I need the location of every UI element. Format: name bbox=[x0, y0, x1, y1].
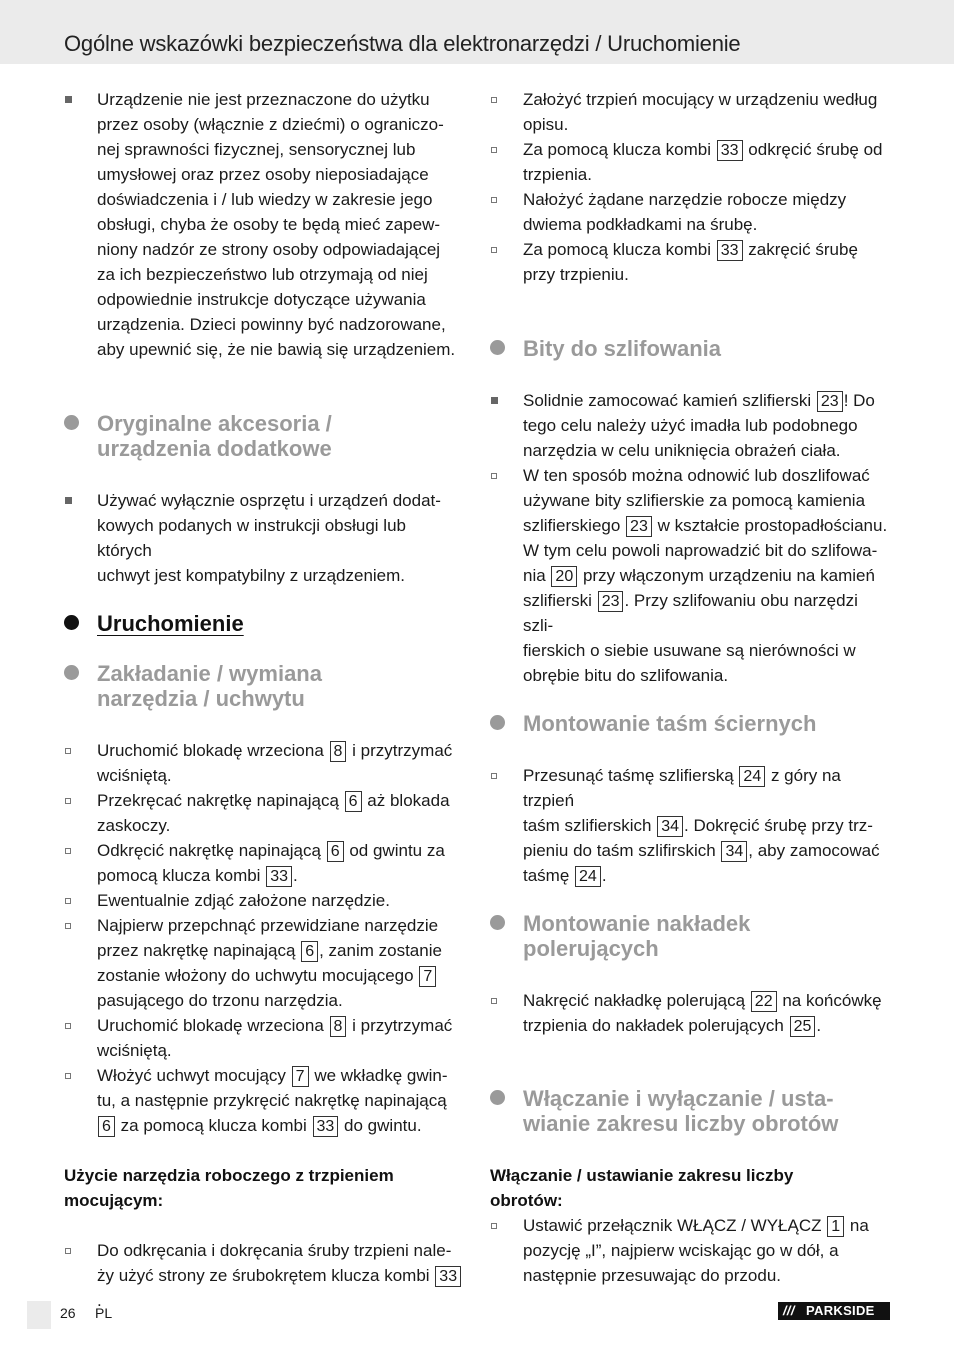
text-line: Używać wyłącznie osprzętu i urządzeń dodat- bbox=[97, 491, 441, 510]
text-line: Do odkręcania i dokręcania śruby trzpieni nale- bbox=[97, 1241, 452, 1260]
language-code: PL bbox=[95, 1305, 113, 1321]
text-line: W ten sposób można odnowić lub doszlifować bbox=[523, 466, 870, 485]
text-span: taśm szlifierskich bbox=[523, 816, 652, 835]
subheading-line: obrotów: bbox=[490, 1191, 563, 1210]
text-line: wciśniętą. bbox=[97, 1041, 172, 1060]
text-span: nia bbox=[523, 566, 546, 585]
text-span: ży użyć strony ze śrubokrętem klucza kombi bbox=[97, 1266, 430, 1285]
heading-line: Oryginalne akcesoria / bbox=[97, 411, 332, 436]
hollow-square-bullet-icon bbox=[64, 1063, 74, 1088]
part-number-box: 33 bbox=[435, 1266, 461, 1287]
part-number-box: 8 bbox=[330, 741, 347, 762]
text-span: ! Do bbox=[843, 391, 875, 410]
text-line: wciśniętą. bbox=[97, 766, 172, 785]
part-number-box: 1 bbox=[827, 1216, 844, 1237]
text-span: szlifierski bbox=[523, 591, 592, 610]
heading-line: Montowanie nakładek bbox=[523, 911, 751, 936]
text-span: na bbox=[849, 1216, 869, 1235]
heading-line: Montowanie taśm ściernych bbox=[523, 711, 817, 736]
text-span: i przytrzymać bbox=[352, 1016, 453, 1035]
text-span: , aby zamocować bbox=[748, 841, 880, 860]
hollow-square-bullet-icon bbox=[64, 1238, 74, 1263]
part-number-box: 6 bbox=[98, 1116, 115, 1137]
hollow-square-bullet-icon bbox=[490, 988, 500, 1013]
text-span: od gwintu za bbox=[349, 841, 445, 860]
text-span: przy włączonym urządzeniu na kamień bbox=[582, 566, 875, 585]
text-line: niony nadzór ze strony osoby odpowiadającej bbox=[97, 240, 441, 259]
hollow-square-bullet-icon bbox=[490, 87, 500, 112]
text-line: dwiema podkładkami na śrubę. bbox=[523, 215, 758, 234]
text-span: szlifierskiego bbox=[523, 516, 621, 535]
heading-line: wianie zakresu liczby obrotów bbox=[523, 1111, 839, 1136]
square-bullet-icon bbox=[64, 488, 74, 513]
bullet-dot-icon bbox=[490, 915, 505, 930]
text-span: Uruchomić blokadę wrzeciona bbox=[97, 1016, 324, 1035]
text-span: do gwintu. bbox=[344, 1116, 422, 1135]
text-span: Za pomocą klucza kombi bbox=[523, 240, 712, 259]
text-line: odpowiednie instrukcje dotyczące używania bbox=[97, 290, 426, 309]
text-span: i przytrzymać bbox=[352, 741, 453, 760]
part-number-box: 24 bbox=[575, 866, 601, 887]
text-span: . Dokręcić śrubę przy trz- bbox=[684, 816, 873, 835]
bullet-dot-icon bbox=[490, 715, 505, 730]
text-span: trzpienia do nakładek polerujących bbox=[523, 1016, 784, 1035]
part-number-box: 7 bbox=[419, 966, 436, 987]
hollow-square-bullet-icon bbox=[64, 738, 74, 763]
text-span: odkręcić śrubę od bbox=[748, 140, 883, 159]
subheading-line: Włączanie / ustawianie zakresu liczby bbox=[490, 1166, 794, 1185]
text-span: , zanim zostanie bbox=[319, 941, 442, 960]
text-span: Za pomocą klucza kombi bbox=[523, 140, 712, 159]
part-number-box: 34 bbox=[721, 841, 747, 862]
heading-line: urządzenia dodatkowe bbox=[97, 436, 332, 461]
part-number-box: 33 bbox=[717, 240, 743, 261]
text-line: za ich bezpieczeństwo lub otrzymają od niej bbox=[97, 265, 428, 284]
text-span: Nakręcić nakładkę polerującą bbox=[523, 991, 746, 1010]
text-span: . bbox=[816, 1016, 822, 1035]
text-line: trzpienia. bbox=[523, 165, 592, 184]
text-line: fierskich o siebie usuwane są nierówności w bbox=[523, 641, 856, 660]
part-number-box: 7 bbox=[292, 1066, 309, 1087]
part-number-box: 6 bbox=[301, 941, 318, 962]
subheading bbox=[490, 1163, 900, 1213]
hollow-square-bullet-icon bbox=[64, 788, 74, 813]
part-number-box: 33 bbox=[266, 866, 292, 887]
part-number-box: 34 bbox=[657, 816, 683, 837]
heading-line: Bity do szlifowania bbox=[523, 336, 722, 361]
text-span: pomocą klucza kombi bbox=[97, 866, 261, 885]
heading-line: polerujących bbox=[523, 936, 659, 961]
text-line: Nałożyć żądane narzędzie robocze między bbox=[523, 190, 847, 209]
page-title: Ogólne wskazówki bezpieczeństwa dla elektronarzędzi / Uruchomienie bbox=[64, 31, 741, 56]
text-span: przez nakrętkę napinającą bbox=[97, 941, 296, 960]
heading-line: narzędzia / uchwytu bbox=[97, 686, 305, 711]
text-span: w kształcie prostopadłościanu. bbox=[657, 516, 888, 535]
bullet-dot-icon bbox=[64, 665, 79, 680]
text-span: Uruchomić blokadę wrzeciona bbox=[97, 741, 324, 760]
hollow-square-bullet-icon bbox=[64, 1013, 74, 1038]
footer-marker bbox=[27, 1301, 51, 1329]
subheading-line: mocującym: bbox=[64, 1191, 164, 1210]
text-span: . Przy szlifowaniu obu narzędzi szli- bbox=[523, 591, 858, 635]
text-line: narzędzia w celu uniknięcia obrażeń ciała. bbox=[523, 441, 841, 460]
hollow-square-bullet-icon bbox=[490, 463, 500, 488]
subheading-line: Użycie narzędzia roboczego z trzpieniem bbox=[64, 1166, 394, 1185]
part-number-box: 23 bbox=[817, 391, 843, 412]
text-line: zaskoczy. bbox=[97, 816, 171, 835]
square-bullet-icon bbox=[64, 87, 74, 112]
text-line: W tym celu powoli naprowadzić bit do szlifowa- bbox=[523, 541, 878, 560]
bullet-dot-icon bbox=[490, 1090, 505, 1105]
text-span: zakręcić śrubę bbox=[748, 240, 858, 259]
part-number-box: 20 bbox=[551, 566, 577, 587]
text-line: aby upewnić się, że nie bawią się urządzeniem. bbox=[97, 340, 456, 359]
text-line: kowych podanych w instrukcji obsługi lub których bbox=[97, 516, 406, 560]
text-line: przy trzpieniu. bbox=[523, 265, 629, 284]
part-number-box: 23 bbox=[598, 591, 624, 612]
part-number-box: 24 bbox=[739, 766, 765, 787]
page-header bbox=[0, 0, 954, 64]
text-span: . bbox=[601, 866, 607, 885]
part-number-box: 33 bbox=[717, 140, 743, 161]
text-line: pozycję „I”, najpierw wciskając go w dół, a bbox=[523, 1241, 839, 1260]
hollow-square-bullet-icon bbox=[64, 913, 74, 938]
text-line: doświadczenia i / lub wiedzy w zakresie jego bbox=[97, 190, 433, 209]
part-number-box: 25 bbox=[790, 1016, 816, 1037]
text-span: Ustawić przełącznik WŁĄCZ / WYŁĄCZ bbox=[523, 1216, 822, 1235]
text-line: Urządzenie nie jest przeznaczone do użytku bbox=[97, 90, 430, 109]
text-span: Przekręcać nakrętkę napinającą bbox=[97, 791, 339, 810]
text-line: obsługi, chyba że osoby te będą mieć zapew- bbox=[97, 215, 441, 234]
paragraph-text bbox=[97, 87, 465, 362]
heading-line: Zakładanie / wymiana bbox=[97, 661, 322, 686]
bullet-dot-icon bbox=[64, 415, 79, 430]
part-number-box: 23 bbox=[626, 516, 652, 537]
text-line: używane bity szlifierskie za pomocą kamienia bbox=[523, 491, 866, 510]
text-span: na końcówkę bbox=[782, 991, 882, 1010]
text-span: . bbox=[97, 1291, 102, 1310]
paragraph-text bbox=[97, 488, 465, 588]
part-number-box: 6 bbox=[327, 841, 344, 862]
text-span: Włożyć uchwyt mocujący bbox=[97, 1066, 286, 1085]
text-line: Założyć trzpień mocujący w urządzeniu według bbox=[523, 90, 878, 109]
hollow-square-bullet-icon bbox=[490, 137, 500, 162]
text-line: opisu. bbox=[523, 115, 569, 134]
hollow-square-bullet-icon bbox=[490, 187, 500, 212]
text-span: za pomocą klucza kombi bbox=[120, 1116, 307, 1135]
text-line: przez osoby (włącznie z dziećmi) o ograniczo- bbox=[97, 115, 444, 134]
bullet-dot-icon bbox=[490, 340, 505, 355]
text-span: zostanie włożony do uchwytu mocującego bbox=[97, 966, 414, 985]
text-line: obrębie bitu do szlifowania. bbox=[523, 666, 729, 685]
hollow-square-bullet-icon bbox=[64, 888, 74, 913]
hollow-square-bullet-icon bbox=[64, 838, 74, 863]
logo-text: PARKSIDE bbox=[806, 1303, 875, 1318]
text-span: taśmę bbox=[523, 866, 570, 885]
text-line: pasującego do trzonu narzędzia. bbox=[97, 991, 343, 1010]
text-line: uchwyt jest kompatybilny z urządzeniem. bbox=[97, 566, 406, 585]
hollow-square-bullet-icon bbox=[490, 1213, 500, 1238]
hollow-square-bullet-icon bbox=[490, 237, 500, 262]
text-span: Solidnie zamocować kamień szlifierski bbox=[523, 391, 812, 410]
bullet-dot-icon bbox=[64, 615, 79, 630]
page-number: 26 bbox=[60, 1305, 76, 1321]
text-line: następnie przesuwając do przodu. bbox=[523, 1266, 781, 1285]
text-span: aż blokada bbox=[367, 791, 450, 810]
text-line: tu, a następnie przykręcić nakrętkę napinającą bbox=[97, 1091, 447, 1110]
part-number-box: 8 bbox=[330, 1016, 347, 1037]
logo-stripes-icon: /// bbox=[783, 1303, 795, 1318]
text-span: Przesunąć taśmę szlifierską bbox=[523, 766, 734, 785]
text-line: Najpierw przepchnąć przewidziane narzędzie bbox=[97, 916, 439, 935]
text-span: pieniu do taśm szlifirskich bbox=[523, 841, 716, 860]
square-bullet-icon bbox=[490, 388, 500, 413]
text-line: nej sprawności fizycznej, sensorycznej lub bbox=[97, 140, 416, 159]
text-span: . bbox=[293, 866, 298, 885]
heading-line: Uruchomienie bbox=[97, 611, 244, 636]
part-number-box: 33 bbox=[313, 1116, 339, 1137]
parkside-logo bbox=[778, 1302, 890, 1320]
text-span: z góry na trzpień bbox=[523, 766, 841, 810]
subheading bbox=[64, 1163, 474, 1213]
part-number-box: 6 bbox=[345, 791, 362, 812]
text-line: Ewentualnie zdjąć założone narzędzie. bbox=[97, 891, 390, 910]
text-span: Odkręcić nakrętkę napinającą bbox=[97, 841, 321, 860]
text-line: umysłowej oraz przez osoby nieposiadające bbox=[97, 165, 429, 184]
heading-line: Włączanie i wyłączanie / usta- bbox=[523, 1086, 834, 1111]
part-number-box: 22 bbox=[751, 991, 777, 1012]
text-line: urządzenia. Dzieci powinny być nadzorowane, bbox=[97, 315, 446, 334]
text-line: tego celu należy użyć imadła lub podobnego bbox=[523, 416, 858, 435]
hollow-square-bullet-icon bbox=[490, 763, 500, 788]
text-span: we wkładkę gwin- bbox=[314, 1066, 448, 1085]
